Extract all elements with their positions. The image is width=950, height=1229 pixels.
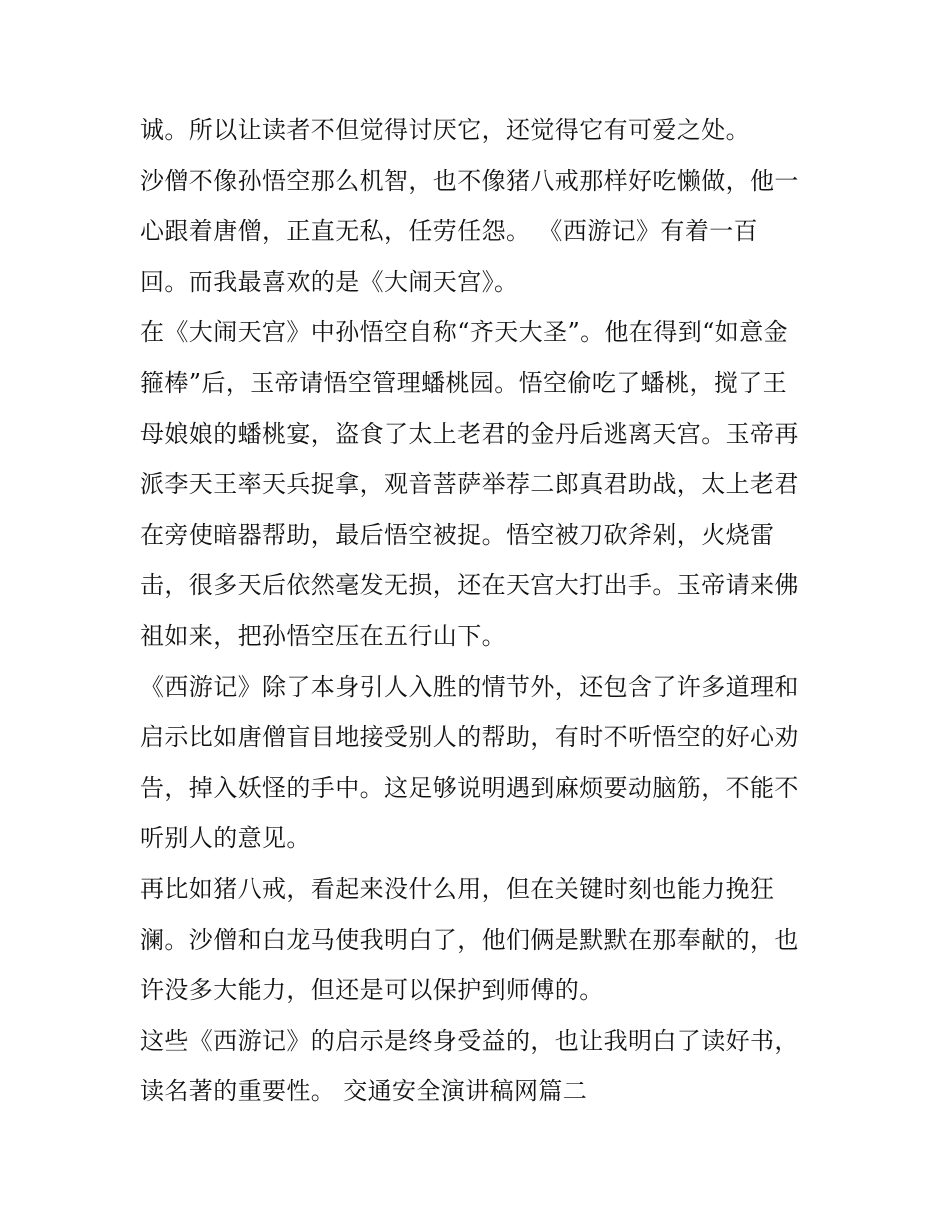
- text-line: 母娘娘的蟠桃宴，盗食了太上老君的金丹后逃离天宫。玉帝再: [140, 419, 799, 448]
- text-line: 沙僧不像孙悟空那么机智，也不像猪八戒那样好吃懒做，他一: [140, 166, 799, 195]
- text-line: 听别人的意见。: [140, 824, 311, 853]
- text-line: 告，掉入妖怪的手中。这足够说明遇到麻烦要动脑筋，不能不: [140, 773, 799, 802]
- text-line: 《西游记》除了本身引人入胜的情节外，还包含了许多道理和: [140, 672, 799, 701]
- text-line: 读名著的重要性。 交通安全演讲稿网篇二: [140, 1077, 588, 1106]
- body-text: [140, 110, 820, 1122]
- text-line: 再比如猪八戒，看起来没什么用，但在关键时刻也能力挽狂: [140, 874, 775, 903]
- text-line: 许没多大能力，但还是可以保护到师傅的。: [140, 976, 604, 1005]
- text-line: 回。而我最喜欢的是《大闹天宫》。: [140, 267, 519, 296]
- text-line: 祖如来，把孙悟空压在五行山下。: [140, 621, 506, 650]
- text-line: 澜。沙僧和白龙马使我明白了，他们俩是默默在那奉献的，也: [140, 925, 799, 954]
- text-line: 箍棒”后，玉帝请悟空管理蟠桃园。悟空偷吃了蟠桃，搅了王: [140, 368, 788, 397]
- text-line: 在旁使暗器帮助，最后悟空被捉。悟空被刀砍斧剁，火烧雷: [140, 520, 775, 549]
- text-line: 派李天王率天兵捉拿，观音菩萨举荐二郎真君助战，太上老君: [140, 470, 799, 499]
- text-line: 启示比如唐僧盲目地接受别人的帮助，有时不听悟空的好心劝: [140, 723, 799, 752]
- text-line: 在《大闹天宫》中孙悟空自称“齐天大圣”。他在得到“如意金: [140, 318, 789, 347]
- text-line: 心跟着唐僧，正直无私，任劳任怨。 《西游记》有着一百: [140, 217, 759, 246]
- text-line: 诚。所以让读者不但觉得讨厌它，还觉得它有可爱之处。: [140, 116, 750, 144]
- text-line: 这些《西游记》的启示是终身受益的，也让我明白了读好书，: [140, 1026, 799, 1055]
- text-line: 击，很多天后依然毫发无损，还在天宫大打出手。玉帝请来佛: [140, 571, 799, 600]
